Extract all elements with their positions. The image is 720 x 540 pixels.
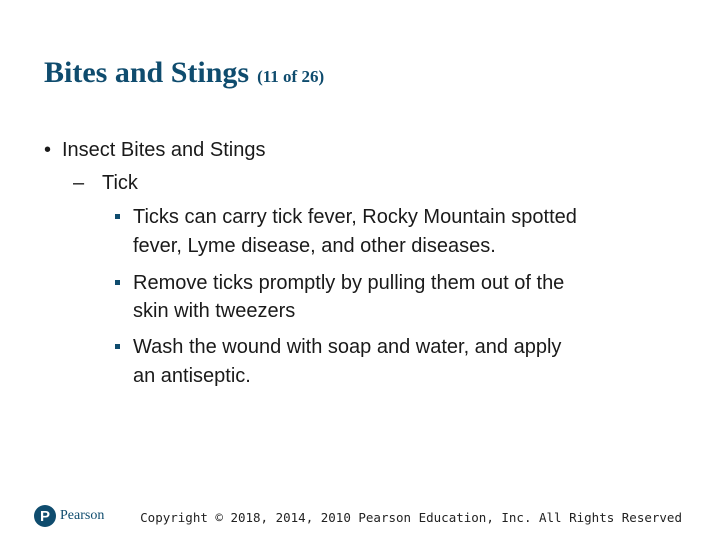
slide-title bbox=[44, 56, 324, 90]
square-bullet-icon bbox=[115, 344, 120, 349]
bullet-level3-text: Wash the wound with soap and water, and apply bbox=[133, 336, 562, 358]
bullet-level2: – bbox=[73, 172, 85, 194]
slide-title-counter: (11 of 26) bbox=[257, 67, 325, 86]
bullet-level3-text: an antiseptic. bbox=[133, 365, 251, 387]
bullet-level3-text: skin with tweezers bbox=[133, 300, 296, 322]
pearson-logo-icon: P bbox=[34, 505, 56, 527]
pearson-logo-text: Pearson bbox=[60, 508, 105, 523]
bullet-level2-text: Tick bbox=[102, 172, 138, 194]
copyright-notice: Copyright © 2018, 2014, 2010 Pearson Education, Inc. All Rights Reserved bbox=[140, 510, 682, 525]
bullet-level3-text: fever, Lyme disease, and other diseases. bbox=[133, 235, 496, 257]
bullet-level3-text: Remove ticks promptly by pulling them out of the bbox=[133, 272, 565, 294]
bullet-level1-text: Insect Bites and Stings bbox=[62, 139, 266, 161]
bullet-level3-text: Ticks can carry tick fever, Rocky Mountain spotted bbox=[133, 206, 577, 228]
pearson-logo bbox=[34, 505, 104, 527]
square-bullet-icon bbox=[115, 280, 120, 285]
square-bullet-icon bbox=[115, 214, 120, 219]
slide-title-main: Bites and Stings bbox=[44, 56, 250, 89]
bullet-level1: • bbox=[44, 139, 52, 161]
